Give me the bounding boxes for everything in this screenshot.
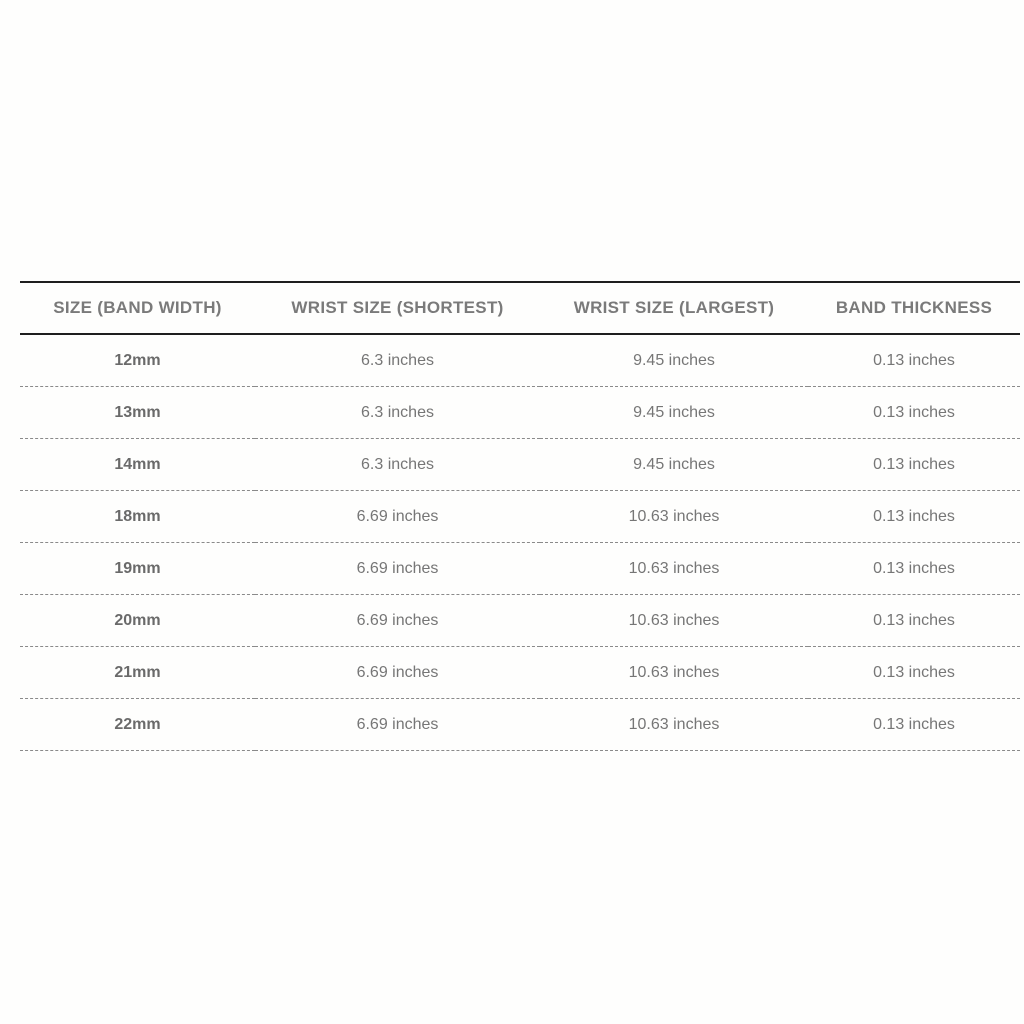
table-body <box>20 334 1020 751</box>
cell-wrist-shortest: 6.3 inches <box>255 334 540 387</box>
cell-wrist-shortest: 6.69 inches <box>255 647 540 699</box>
cell-wrist-largest: 10.63 inches <box>540 647 808 699</box>
cell-band-width: 12mm <box>20 334 255 387</box>
cell-band-width: 13mm <box>20 387 255 439</box>
cell-wrist-shortest: 6.3 inches <box>255 439 540 491</box>
cell-band-thickness: 0.13 inches <box>808 647 1020 699</box>
cell-band-thickness: 0.13 inches <box>808 699 1020 751</box>
cell-wrist-largest: 10.63 inches <box>540 699 808 751</box>
table-row <box>20 543 1020 595</box>
cell-wrist-shortest: 6.69 inches <box>255 543 540 595</box>
header-wrist-size-shortest: WRIST SIZE (SHORTEST) <box>291 298 504 317</box>
table-row <box>20 334 1020 387</box>
cell-wrist-largest: 9.45 inches <box>540 334 808 387</box>
cell-band-width: 22mm <box>20 699 255 751</box>
table-row <box>20 387 1020 439</box>
cell-wrist-shortest: 6.69 inches <box>255 595 540 647</box>
cell-wrist-largest: 9.45 inches <box>540 387 808 439</box>
cell-wrist-shortest: 6.69 inches <box>255 699 540 751</box>
cell-wrist-largest: 10.63 inches <box>540 543 808 595</box>
cell-band-thickness: 0.13 inches <box>808 439 1020 491</box>
cell-band-width: 19mm <box>20 543 255 595</box>
cell-wrist-shortest: 6.3 inches <box>255 387 540 439</box>
header-band-thickness: BAND THICKNESS <box>835 298 993 317</box>
cell-band-width: 18mm <box>20 491 255 543</box>
header-size-band-width: SIZE (BAND WIDTH) <box>53 298 222 317</box>
cell-wrist-shortest: 6.69 inches <box>255 491 540 543</box>
cell-band-width: 14mm <box>20 439 255 491</box>
table-row <box>20 647 1020 699</box>
cell-wrist-largest: 10.63 inches <box>540 595 808 647</box>
cell-band-width: 20mm <box>20 595 255 647</box>
cell-band-thickness: 0.13 inches <box>808 595 1020 647</box>
table-row <box>20 491 1020 543</box>
cell-band-thickness: 0.13 inches <box>808 543 1020 595</box>
cell-wrist-largest: 10.63 inches <box>540 491 808 543</box>
header-row <box>20 282 1020 334</box>
table-row <box>20 595 1020 647</box>
cell-band-thickness: 0.13 inches <box>808 334 1020 387</box>
table-row <box>20 439 1020 491</box>
cell-band-width: 21mm <box>20 647 255 699</box>
header-wrist-size-largest: WRIST SIZE (LARGEST) <box>573 298 775 317</box>
table-row <box>20 699 1020 751</box>
cell-band-thickness: 0.13 inches <box>808 387 1020 439</box>
cell-band-thickness: 0.13 inches <box>808 491 1020 543</box>
cell-wrist-largest: 9.45 inches <box>540 439 808 491</box>
size-chart-table <box>20 281 1020 751</box>
table-header <box>20 282 1020 334</box>
size-chart <box>20 281 1020 751</box>
